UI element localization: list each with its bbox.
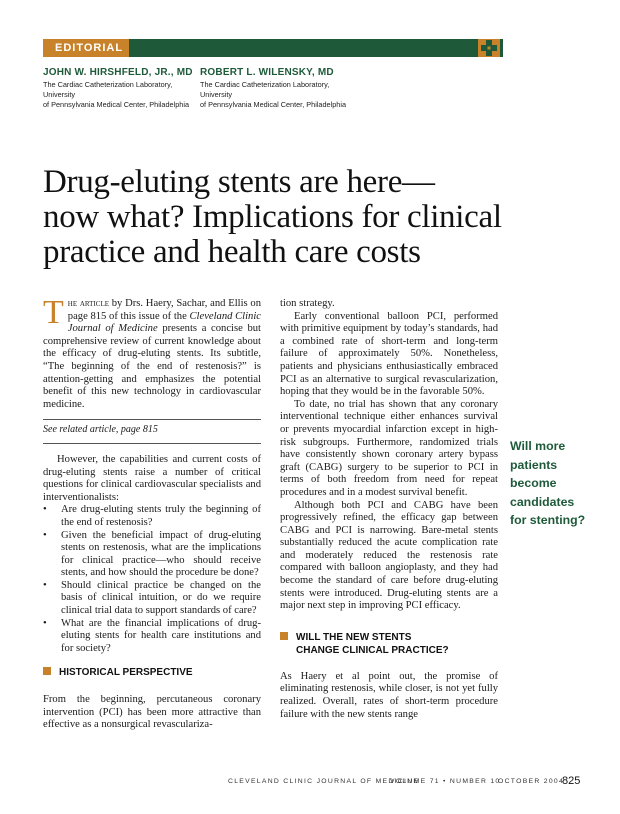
divider [43,419,261,420]
section-tag: EDITORIAL [43,39,129,57]
drop-cap: T [43,294,64,331]
section-heading-text: HISTORICAL PERSPECTIVE [59,667,193,679]
list-item [43,530,261,580]
left-column [43,294,262,732]
list-item-text: Should clinical practice be changed on the basis of clinical intuition, or do we require clinical trial data to support standards of care? [61,579,261,617]
square-bullet-icon [43,667,51,675]
paragraph: From the beginning, percutaneous coronary intervention (PCI) has been more attractive than effective as a nonsurgical revasculariza- [43,694,261,731]
paragraph: To date, no trial has shown that any coronary interventional technique either enhances survival or prevents myocardial infarction except in high-risk subgroups. Furthermore, randomized trials have consistently shown coronary artery bypass graft (CABG) surgery to be superior to PCI in terms of both freedom from need for repeat procedures and in a modest survival benefit. [280,398,498,498]
list-item-text: Are drug-eluting stents truly the beginning of the end of restenosis? [61,504,261,528]
footer-date: OCTOBER 2004 [498,778,565,785]
author-name: ROBERT L. WILENSKY, MD [200,67,334,78]
paragraph: tion strategy. [280,298,335,309]
square-bullet-icon [280,632,288,640]
related-article-link[interactable]: See related article, page 815 [43,424,158,436]
list-item-text: What are the financial implications of drug-eluting stents for health care institutions and for society? [61,617,261,654]
intro-text: presents a concise but comprehensive review of current knowledge about the efficacy of drug-eluting stents. Its subtitle, “The beginning of the end of restenosis?” is attention-getting and emphasizes the potential benefit of this new technology in cardiovascular medicine. [43,323,261,410]
author-name: JOHN W. HIRSHFELD, JR., MD [43,67,193,78]
pull-quote-line: Will more [510,439,566,453]
page-number: 825 [562,775,581,787]
affiliation-line: of Pennsylvania Medical Center, Philadelphia [43,100,190,109]
article-title [43,165,583,270]
paragraph: However, the capabilities and current costs of drug-eluting stents raise a number of critical questions for clinical cardiovascular specialists and interventionalists: [43,453,261,503]
title-line: practice and health care costs [43,234,421,270]
affiliation-line: The Cardiac Catheterization Laboratory, University [43,80,173,99]
author-affiliation [200,80,360,110]
intro-paragraph [43,294,262,411]
intro-smallcaps: he article [67,298,109,309]
section-heading [280,631,498,657]
bullet-icon: • [43,617,47,629]
pull-quote-line: patients [510,457,558,472]
paragraph: Early conventional balloon PCI, performed with primitive equipment by today’s standards, had a combined rate of short-term and long-term failure of approximately 50%. Nonetheless, patients and physicians enthusiastically embraced PCI as an alternative to surgical revascularization, hoping that they would be in the favorable 50%. [280,310,498,398]
paragraph: As Haery et al point out, the promise of eliminating restenosis, while closer, is not yet fully realized. Overall, rates of short-term procedure failure with the new stents range [280,670,498,720]
pull-quote-line: for stenting? [510,513,586,527]
header-bar [43,39,503,57]
pull-quote-line: become [510,476,557,490]
list-item [43,618,261,656]
bullet-icon: • [43,579,47,591]
section-heading [43,667,261,680]
pull-quote-line: candidates [510,494,575,509]
question-list [43,504,261,655]
divider [43,443,261,444]
section-heading-text: WILL THE NEW STENTS [296,631,412,643]
intro-text: by Drs. Haery, Sachar, and Ellis on page 815 of this issue of the [67,298,261,322]
bullet-icon: • [43,504,47,516]
title-line: now what? Implications for clinical [43,199,502,235]
footer-volume: VOLUME 71 • NUMBER 10 [390,778,501,785]
pull-quote [510,437,590,530]
title-line: Drug-eluting stents are here— [43,164,435,200]
author-affiliation [43,80,203,110]
list-item [43,504,261,529]
author-1 [43,67,203,110]
paragraph: Although both PCI and CABG have been progressively refined, the efficacy gap between CABG and PCI is narrowing. Bare-metal stents substantially reduced the acute complication rate and moderately reduced the restenosis rate compared with balloon angioplasty, and they had become the standard of care before drug-eluting stents were introduced. Drug-eluting stents are a major next step in improving PCI efficacy. [280,499,498,612]
author-2 [200,67,360,110]
section-heading-text: CHANGE CLINICAL PRACTICE? [296,644,449,656]
journal-name: Cleveland Clinic Journal of Medicine [67,310,262,335]
footer-journal: CLEVELAND CLINIC JOURNAL OF MEDICINE [228,778,420,785]
journal-logo-icon [478,39,500,57]
right-column [280,298,498,721]
affiliation-line: of Pennsylvania Medical Center, Philadelphia [200,100,347,109]
list-item-text: Given the beneficial impact of drug-eluting stents on restenosis, what are the implications for clinical practice—who should receive stents, and how should the procedure be done? [61,529,261,579]
affiliation-line: The Cardiac Catheterization Laboratory, University [200,80,330,99]
list-item [43,580,261,618]
bullet-icon: • [43,529,47,541]
